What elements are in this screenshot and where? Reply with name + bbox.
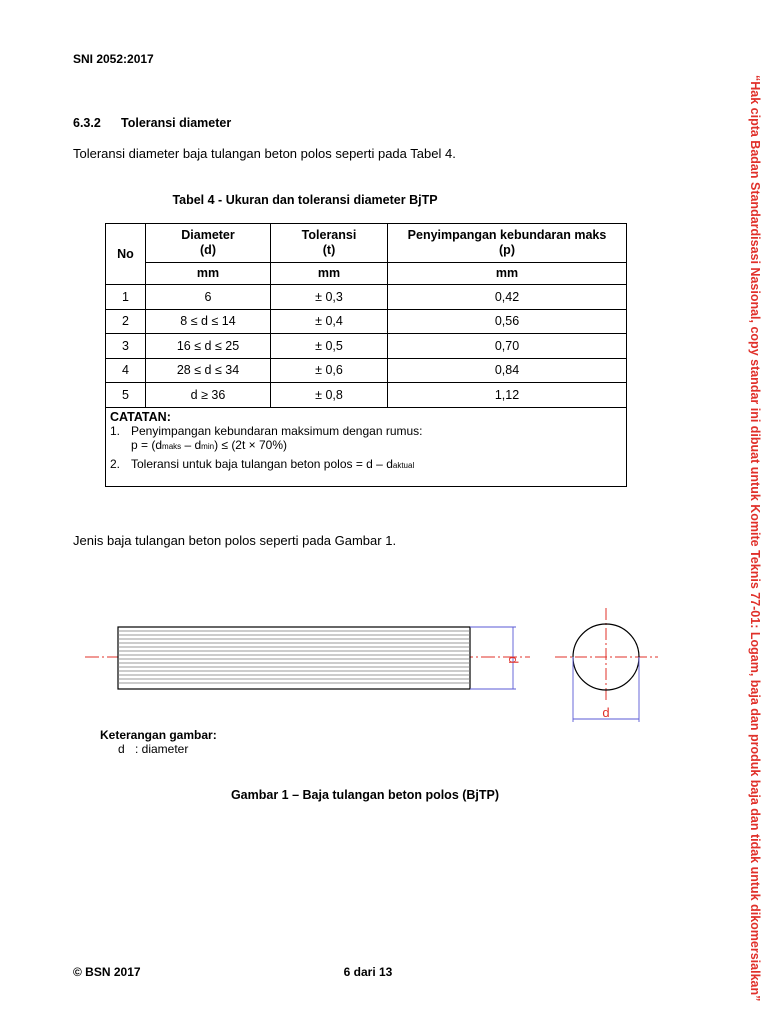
note-2-text: Toleransi untuk baja tulangan beton polos = d – d xyxy=(131,456,393,471)
header-penyimpangan-line1: Penyimpangan kebundaran maks xyxy=(407,228,607,242)
copyright-watermark: “Hak cipta Badan Standardisasi Nasional, copy standar ini dibuat untuk Komite Teknis 77-01: Logam, baja dan produk baja dan tidak untuk dikomersialkan” xyxy=(748,75,762,1002)
intro-paragraph: Toleransi diameter baja tulangan beton polos seperti pada Tabel 4. xyxy=(73,146,456,161)
cell-toleransi: ± 0,3 xyxy=(271,285,388,310)
cell-no: 4 xyxy=(106,358,146,383)
cell-diameter: d ≥ 36 xyxy=(146,383,271,408)
header-toleransi xyxy=(271,224,388,263)
table-row xyxy=(106,309,627,334)
note-1-formula xyxy=(110,438,622,452)
formula-part: p = (d xyxy=(131,437,163,452)
cell-no: 3 xyxy=(106,334,146,359)
table-row xyxy=(106,358,627,383)
table-row xyxy=(106,334,627,359)
note-2 xyxy=(110,457,622,471)
formula-subscript-maks: maks xyxy=(162,441,182,451)
legend-symbol: d xyxy=(118,742,125,756)
header-diameter-line1: Diameter xyxy=(181,228,235,242)
cell-diameter: 8 ≤ d ≤ 14 xyxy=(146,309,271,334)
table-row xyxy=(106,383,627,408)
note-1-text: Penyimpangan kebundaran maksimum dengan rumus: xyxy=(131,423,423,438)
bar-figure xyxy=(0,600,768,730)
cell-toleransi: ± 0,4 xyxy=(271,309,388,334)
legend-title: Keterangan gambar: xyxy=(100,728,217,742)
cell-toleransi: ± 0,6 xyxy=(271,358,388,383)
cell-diameter: 28 ≤ d ≤ 34 xyxy=(146,358,271,383)
cell-toleransi: ± 0,5 xyxy=(271,334,388,359)
header-diameter-line2: (d) xyxy=(200,243,216,257)
note-2-subscript: aktual xyxy=(392,460,415,470)
cell-no: 5 xyxy=(106,383,146,408)
cell-no: 1 xyxy=(106,285,146,310)
cell-diameter: 16 ≤ d ≤ 25 xyxy=(146,334,271,359)
cell-no: 2 xyxy=(106,309,146,334)
header-penyimpangan-line2: (p) xyxy=(499,243,515,257)
tolerance-table xyxy=(105,223,627,483)
header-diameter xyxy=(146,224,271,263)
formula-part: – d xyxy=(181,437,202,452)
formula-subscript-min: min xyxy=(201,441,215,451)
cell-penyimpangan: 0,56 xyxy=(388,309,627,334)
figure-intro-paragraph: Jenis baja tulangan beton polos seperti pada Gambar 1. xyxy=(73,533,397,548)
cell-penyimpangan: 0,42 xyxy=(388,285,627,310)
section-title: Toleransi diameter xyxy=(121,116,232,130)
formula-part: ) ≤ (2t × 70%) xyxy=(214,437,288,452)
footer-copyright: © BSN 2017 xyxy=(73,965,141,979)
bottom-dimension-label: d xyxy=(602,705,610,720)
header-toleransi-line2: (t) xyxy=(322,243,336,257)
document-code: SNI 2052:2017 xyxy=(73,52,154,66)
notes-title: CATATAN: xyxy=(110,409,171,424)
note-2-number: 2. xyxy=(110,456,121,471)
unit-cell: mm xyxy=(146,263,271,285)
cell-penyimpangan: 1,12 xyxy=(388,383,627,408)
figure-caption: Gambar 1 – Baja tulangan beton polos (BjTP) xyxy=(230,788,500,802)
table-notes xyxy=(106,407,627,486)
table-caption: Tabel 4 - Ukuran dan toleransi diameter BjTP xyxy=(172,193,438,207)
section-number: 6.3.2 xyxy=(73,116,101,130)
footer-page-number: 6 dari 13 xyxy=(343,965,393,979)
unit-cell: mm xyxy=(271,263,388,285)
cell-penyimpangan: 0,84 xyxy=(388,358,627,383)
table-row xyxy=(106,285,627,310)
legend-item xyxy=(118,742,188,756)
header-penyimpangan xyxy=(388,224,627,263)
side-dimension-label: d xyxy=(506,656,521,664)
header-no: No xyxy=(106,224,146,285)
note-1 xyxy=(110,424,622,438)
note-1-number: 1. xyxy=(110,423,121,438)
bar-side-view xyxy=(118,627,470,689)
header-toleransi-line1: Toleransi xyxy=(301,228,357,242)
unit-cell: mm xyxy=(388,263,627,285)
cell-toleransi: ± 0,8 xyxy=(271,383,388,408)
cell-diameter: 6 xyxy=(146,285,271,310)
legend-description: : diameter xyxy=(135,742,189,756)
cell-penyimpangan: 0,70 xyxy=(388,334,627,359)
